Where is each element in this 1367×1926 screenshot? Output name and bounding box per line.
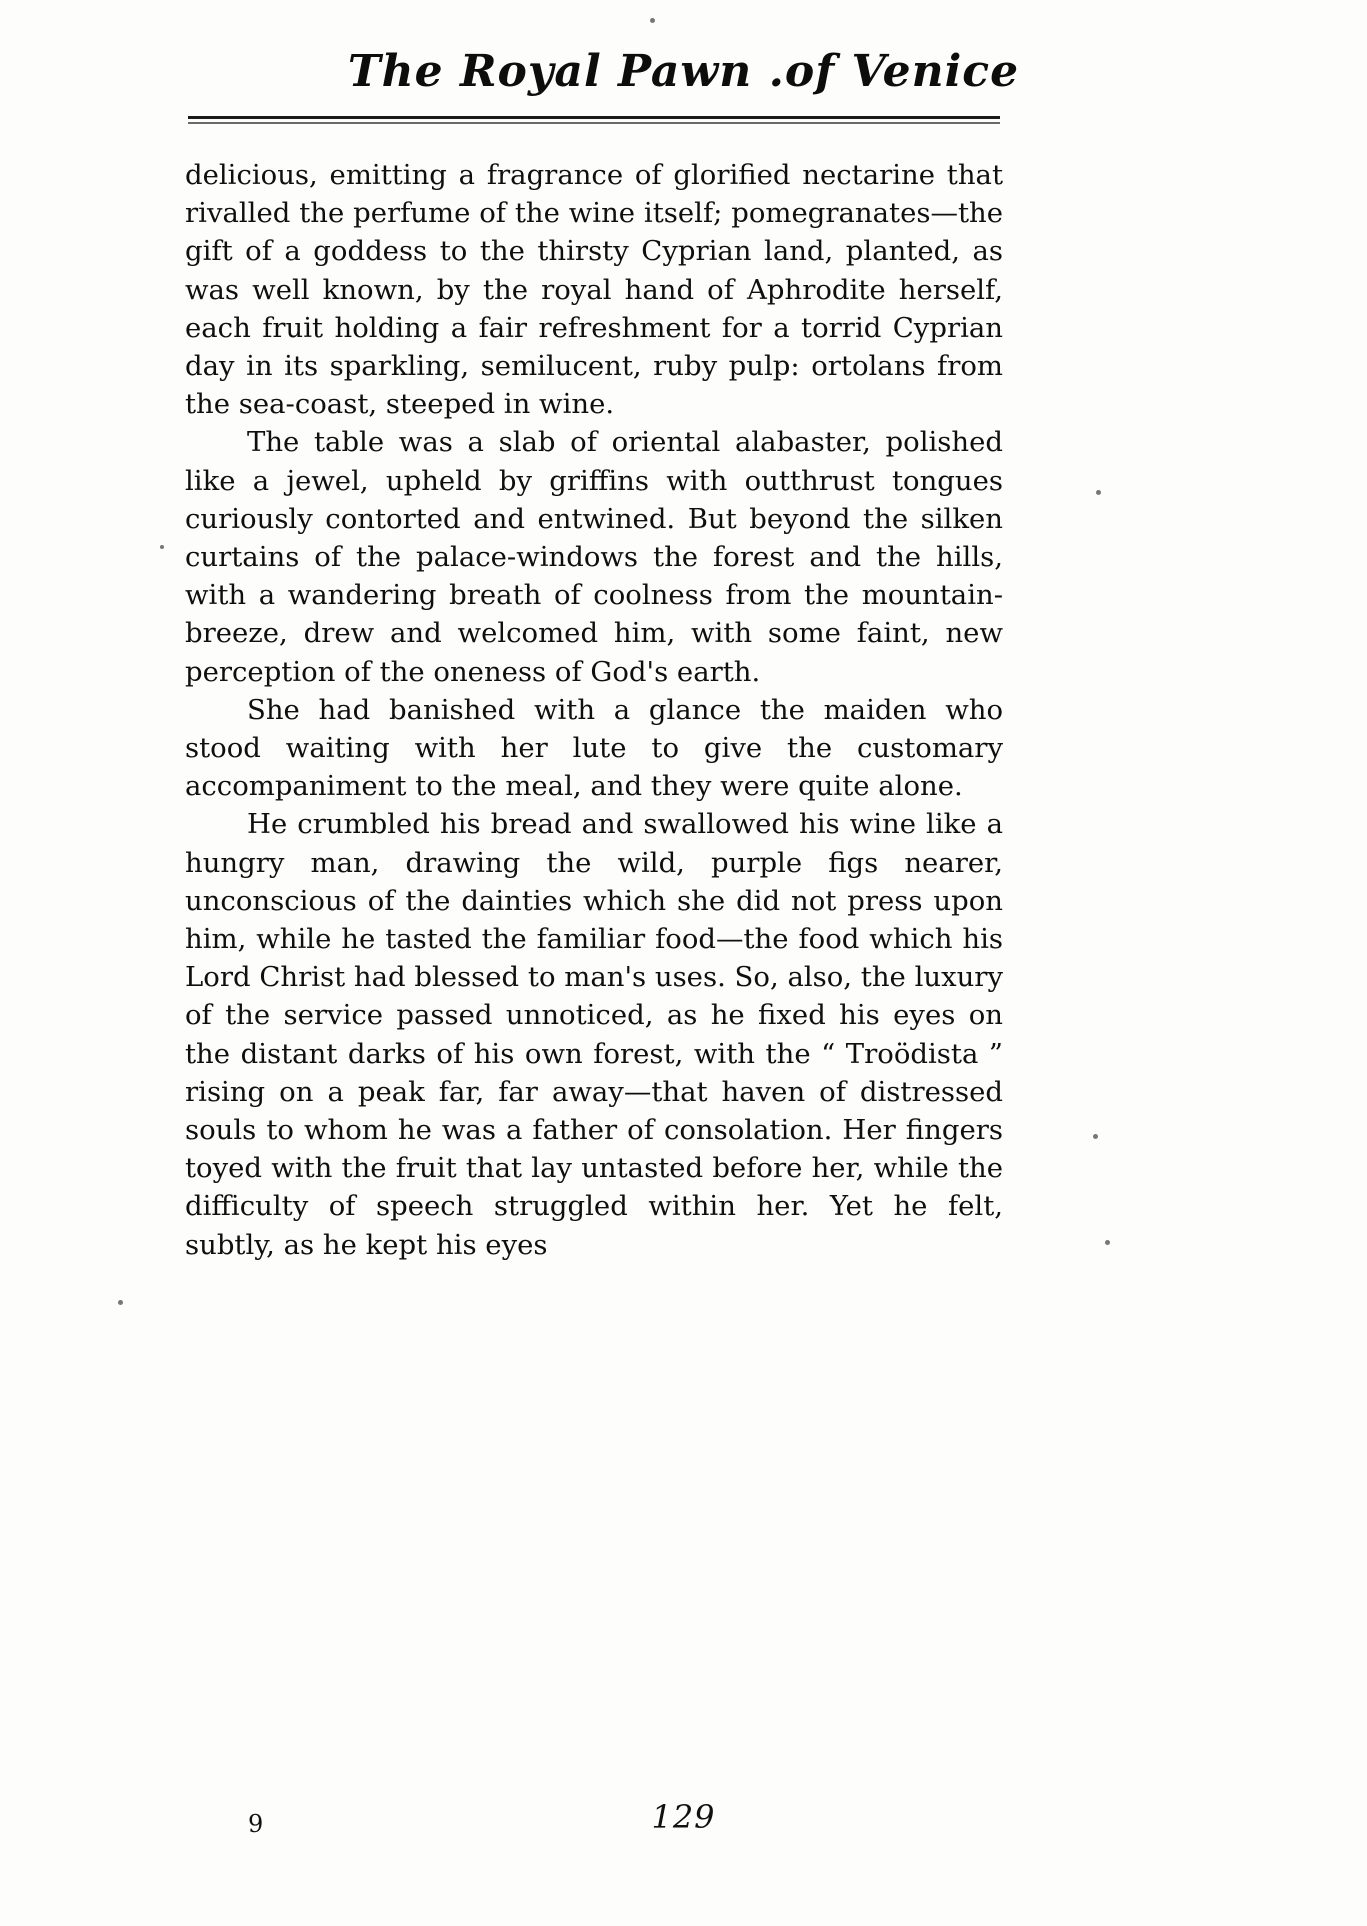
- header-rule: [188, 116, 1000, 119]
- signature-mark: 9: [248, 1810, 264, 1838]
- page-speck: [118, 1300, 123, 1305]
- header-rule-secondary: [188, 122, 1000, 124]
- page-speck: [1105, 1240, 1110, 1245]
- page-speck: [1093, 1134, 1098, 1139]
- page-speck: [160, 545, 164, 549]
- page-speck: [1096, 490, 1101, 495]
- paragraph: delicious, emitting a fragrance of glorified nectarine that rivalled the perfume of the wine itself; pomegranates—the gift of a goddess to the thirsty Cyprian land, planted, as was well known, by the royal hand of Aphrodite herself, each fruit holding a fair refreshment for a torrid Cyprian day in its sparkling, semilucent, ruby pulp: ortolans from the sea-coast, steeped in wine.: [185, 159, 1003, 421]
- paragraph: The table was a slab of oriental alabaster, polished like a jewel, upheld by griffins with outthrust tongues curiously contorted and entwined. But beyond the silken curtains of the palace-windows the forest and the hills, with a wandering breath of coolness from the mountain-breeze, drew and welcomed him, with some faint, new perception of the oneness of God's earth.: [185, 426, 1003, 688]
- page-speck: [650, 18, 655, 23]
- paragraph: She had banished with a glance the maiden who stood waiting with her lute to give the customary accompaniment to the meal, and they were quite alone.: [185, 693, 1003, 803]
- paragraph: He crumbled his bread and swallowed his wine like a hungry man, drawing the wild, purple figs nearer, unconscious of the dainties which she did not press upon him, while he tasted the familiar food—the food which his Lord Christ had blessed to man's uses. So, also, the luxury of the service passed unnoticed, as he fixed his eyes on the distant darks of his own forest, with the “ Troödista ” rising on a peak far, far away—that haven of distressed souls to whom he was a father of consolation. Her fingers toyed with the fruit that lay untasted before her, while the difficulty of speech struggled within her. Yet he felt, subtly, as he kept his eyes: [185, 808, 1003, 1261]
- page-body: [185, 156, 1003, 1264]
- running-head: The Royal Pawn .of Venice: [347, 46, 1020, 97]
- page-number: 129: [651, 1798, 716, 1836]
